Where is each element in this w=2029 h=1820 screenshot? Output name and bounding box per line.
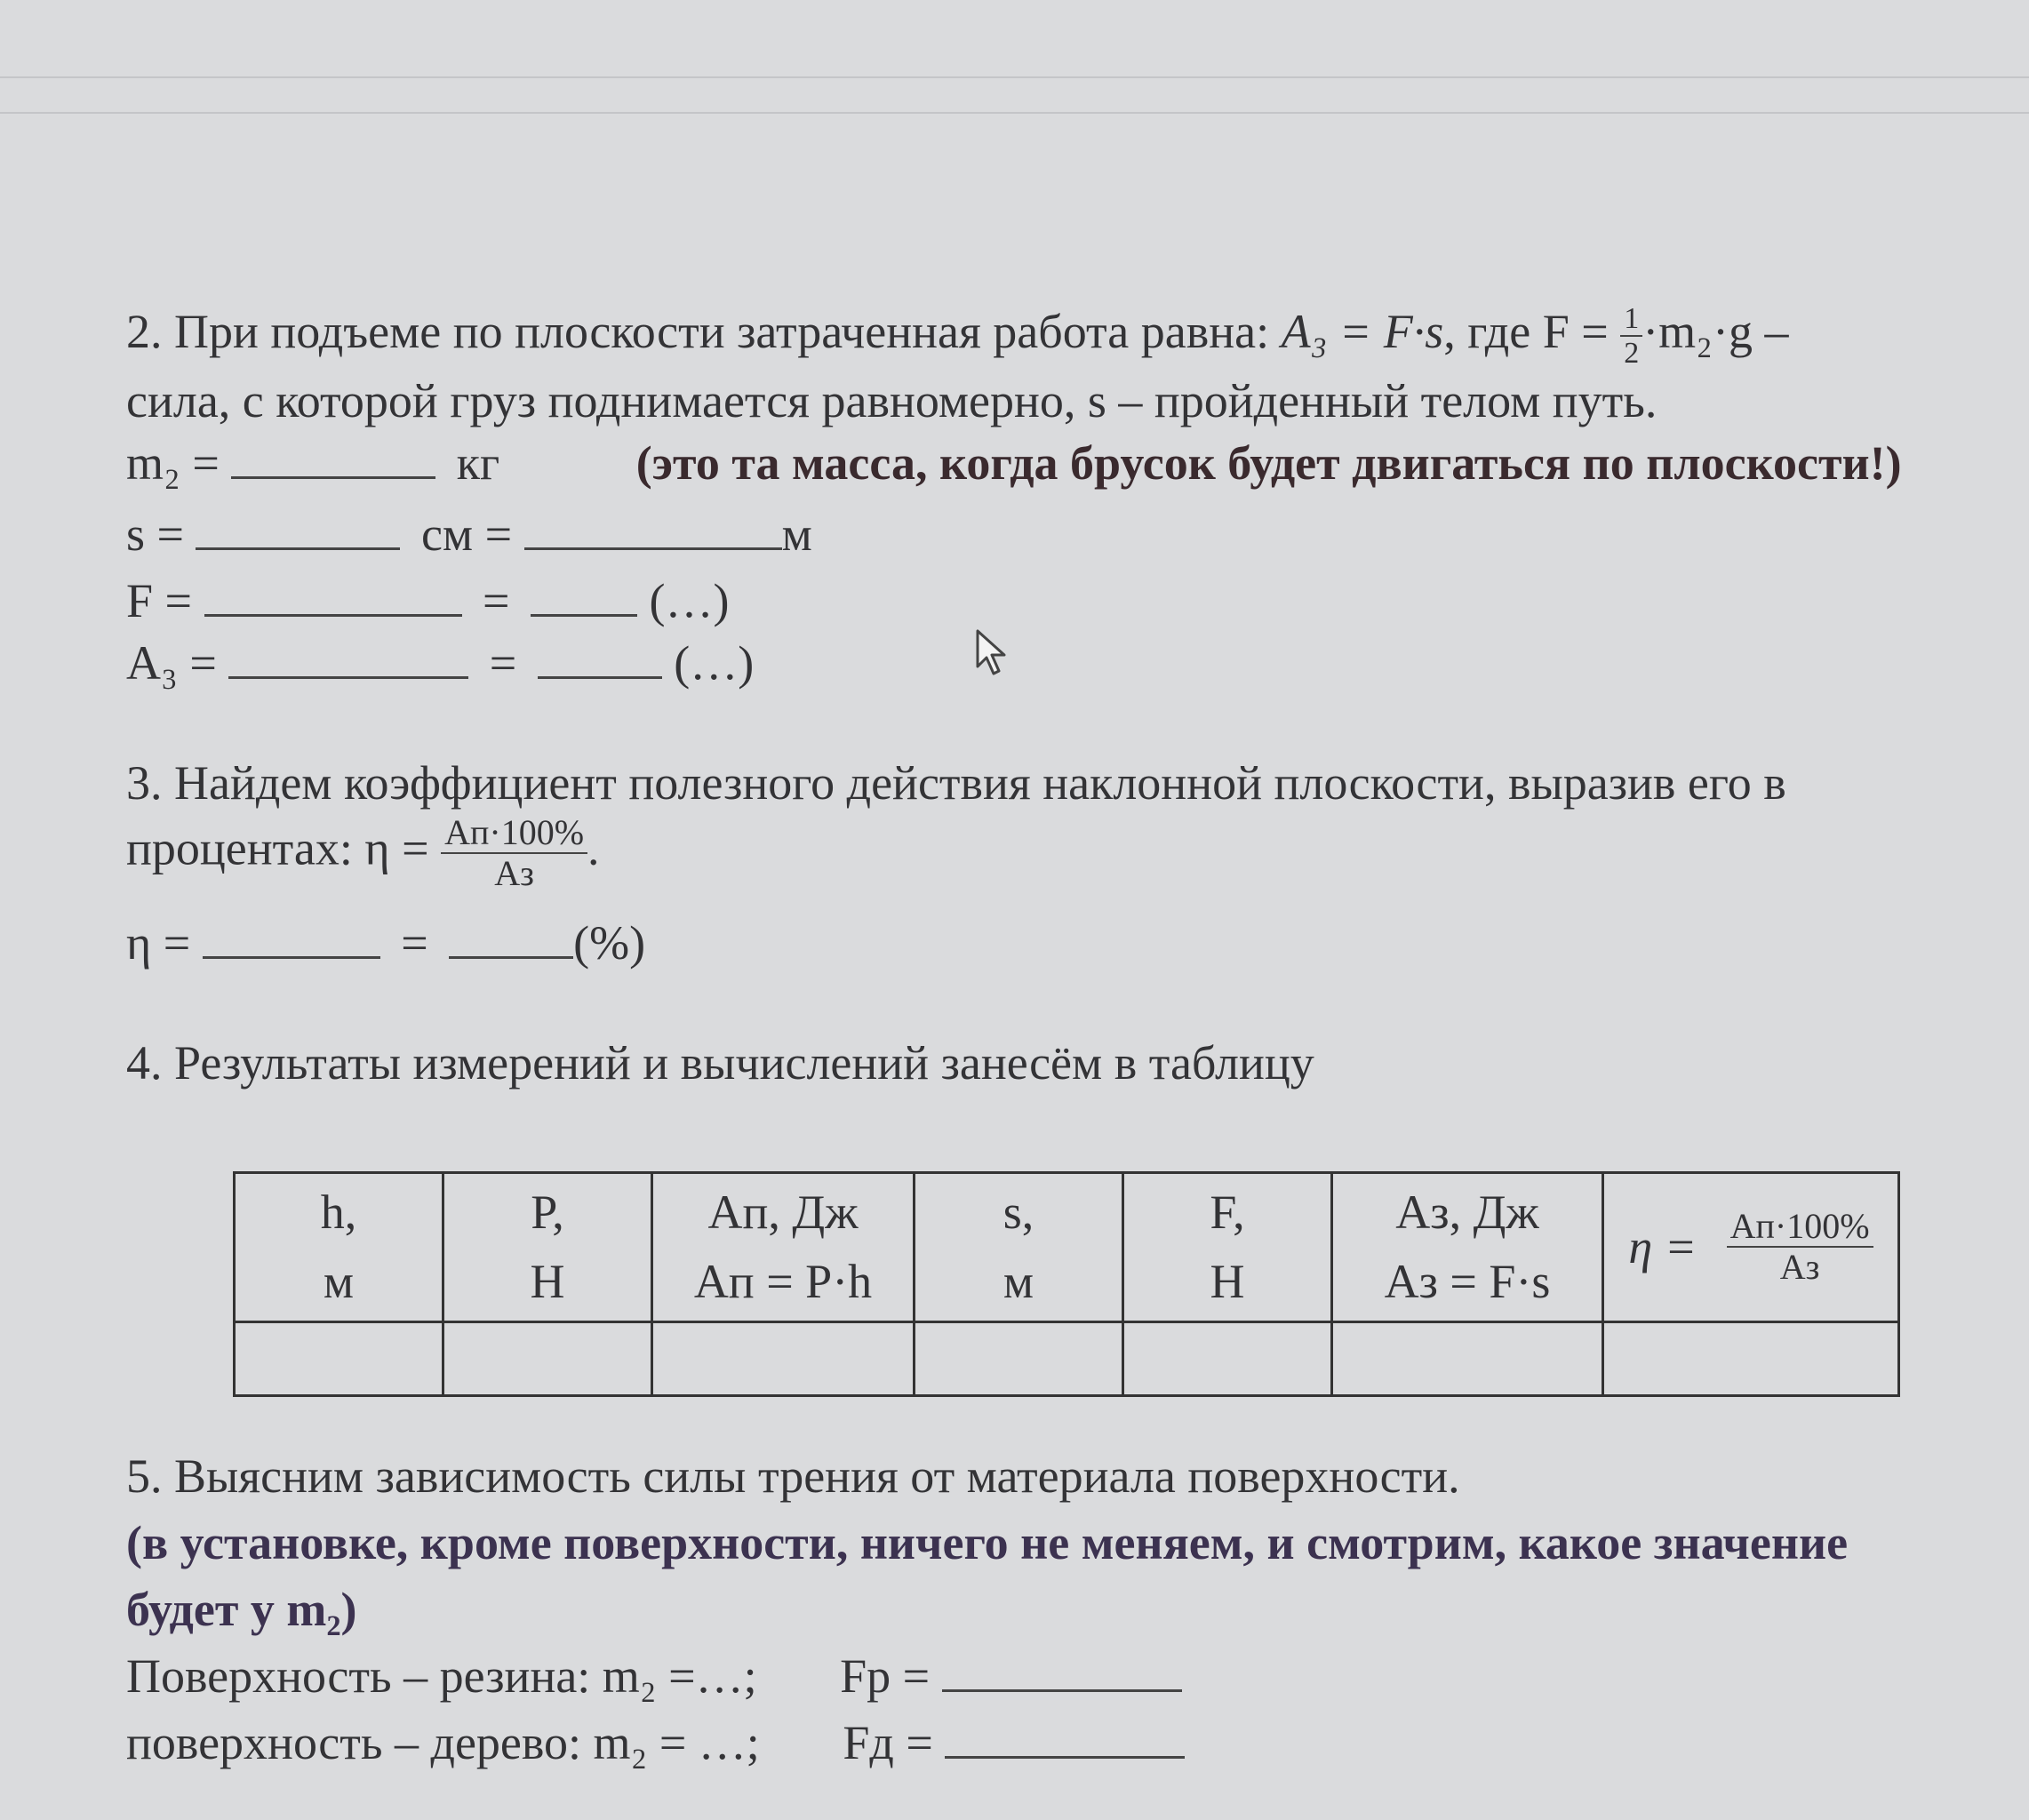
cell-Ap[interactable] xyxy=(652,1321,915,1395)
header-eta-numerator: Aп·100% xyxy=(1727,1207,1873,1248)
A-equals: = xyxy=(489,636,517,690)
A-unit: (…) xyxy=(674,636,755,690)
section2-line2: сила, с которой груз поднимается равномерно, s – пройденный телом путь. xyxy=(126,374,1658,427)
F-row xyxy=(126,573,729,628)
table-row xyxy=(235,1321,1899,1395)
m2-unit: кг xyxy=(456,436,500,490)
efficiency-period: . xyxy=(587,821,600,875)
F-unit: (…) xyxy=(649,574,730,627)
A-row xyxy=(126,635,754,690)
F-equals: = xyxy=(483,574,510,627)
m2-note: (это та масса, когда брусок будет двигаться по плоскости!) xyxy=(635,436,1902,490)
cell-h[interactable] xyxy=(235,1321,443,1395)
fraction-denominator: 2 xyxy=(1624,337,1640,371)
section4-title: 4. Результаты измерений и вычислений занесём в таблицу xyxy=(126,1036,1314,1090)
header-Az-formula: Aз = F·s xyxy=(1384,1255,1551,1309)
section2-where: , где F = xyxy=(1443,304,1621,358)
rubber-force-label: Fр = xyxy=(840,1649,931,1703)
rubber-row xyxy=(126,1648,1182,1704)
header-P-top: P, xyxy=(531,1185,564,1239)
header-eta xyxy=(1603,1173,1899,1322)
top-rule-2 xyxy=(0,112,2029,114)
header-h-top: h, xyxy=(320,1185,357,1239)
work-formula: A₃ = F·s xyxy=(1281,304,1444,358)
s-row xyxy=(126,507,812,562)
m2-row xyxy=(126,435,1902,491)
cell-eta[interactable] xyxy=(1603,1321,1899,1395)
header-F xyxy=(1123,1173,1332,1322)
section2-line1 xyxy=(126,302,1788,371)
header-Ap-top: Aп, Дж xyxy=(707,1185,859,1239)
mouse-pointer-icon xyxy=(974,627,1010,677)
rubber-label: Поверхность – резина: m₂ =…; xyxy=(126,1649,757,1703)
eta-row xyxy=(126,915,645,970)
wood-force-blank[interactable] xyxy=(945,1720,1185,1759)
s-label: s = xyxy=(126,507,184,561)
efficiency-fraction xyxy=(441,813,587,893)
efficiency-label: процентах: η = xyxy=(126,821,429,875)
section2-intro: 2. При подъеме по плоскости затраченная работа равна: xyxy=(126,304,1282,358)
section2-force-suffix: ·m₂·g – xyxy=(1642,304,1789,358)
top-rule xyxy=(0,76,2029,78)
m2-blank[interactable] xyxy=(231,441,435,479)
s-blank-cm[interactable] xyxy=(196,512,400,550)
header-h-unit: м xyxy=(323,1255,355,1309)
eta-unit: (%) xyxy=(573,916,646,970)
efficiency-numerator: Aп·100% xyxy=(441,813,587,854)
cell-F[interactable] xyxy=(1123,1321,1332,1395)
header-eta-denominator: Aз xyxy=(1779,1247,1820,1288)
header-F-top: F, xyxy=(1210,1185,1245,1239)
section5-line1: 5. Выясним зависимость силы трения от материала поверхности. xyxy=(126,1449,1460,1503)
efficiency-denominator: Aз xyxy=(494,853,534,893)
header-eta-fraction xyxy=(1727,1207,1873,1287)
header-s-unit: м xyxy=(1003,1255,1034,1309)
header-h xyxy=(235,1173,443,1322)
s-unit-cm: см = xyxy=(420,507,513,561)
header-P-unit: Н xyxy=(530,1255,565,1309)
wood-force-label: Fд = xyxy=(843,1716,933,1769)
header-Ap-formula: Aп = P·h xyxy=(693,1255,873,1309)
eta-equals: = xyxy=(401,916,428,970)
F-blank-1[interactable] xyxy=(204,579,462,617)
wood-label: поверхность – дерево: m₂ = …; xyxy=(126,1716,760,1769)
header-Az-top: Aз, Дж xyxy=(1395,1185,1539,1239)
header-Ap xyxy=(652,1173,915,1322)
header-s xyxy=(915,1173,1123,1322)
A-blank-1[interactable] xyxy=(228,641,468,679)
F-blank-2[interactable] xyxy=(531,579,637,617)
m2-label: m₂ = xyxy=(126,436,220,490)
rubber-force-blank[interactable] xyxy=(942,1654,1182,1692)
cell-s[interactable] xyxy=(915,1321,1123,1395)
F-label: F = xyxy=(126,574,192,627)
section3-line1: 3. Найдем коэффициент полезного действия наклонной плоскости, выразив его в xyxy=(126,756,1786,810)
wood-row xyxy=(126,1715,1185,1770)
s-blank-m[interactable] xyxy=(524,512,782,550)
fraction-numerator: 1 xyxy=(1620,302,1642,337)
cell-Az[interactable] xyxy=(1332,1321,1603,1395)
cell-P[interactable] xyxy=(443,1321,652,1395)
section3-line2 xyxy=(126,813,600,893)
eta-blank-1[interactable] xyxy=(203,921,380,959)
header-P xyxy=(443,1173,652,1322)
eta-blank-2[interactable] xyxy=(449,921,573,959)
section5-note-line2: будет у m₂) xyxy=(126,1583,357,1636)
A-blank-2[interactable] xyxy=(538,641,662,679)
half-fraction xyxy=(1620,302,1642,371)
header-Az xyxy=(1332,1173,1603,1322)
table-header-row xyxy=(235,1173,1899,1322)
header-s-top: s, xyxy=(1003,1185,1034,1239)
results-table xyxy=(233,1171,1900,1397)
section5-note-line1: (в установке, кроме поверхности, ничего не меняем, и смотрим, какое значение xyxy=(126,1516,1849,1569)
header-F-unit: Н xyxy=(1210,1255,1245,1309)
s-unit-m: м xyxy=(781,507,812,561)
eta-label: η = xyxy=(126,916,191,970)
header-eta-label: η = xyxy=(1628,1220,1697,1274)
A-label: A₃ = xyxy=(126,636,217,690)
